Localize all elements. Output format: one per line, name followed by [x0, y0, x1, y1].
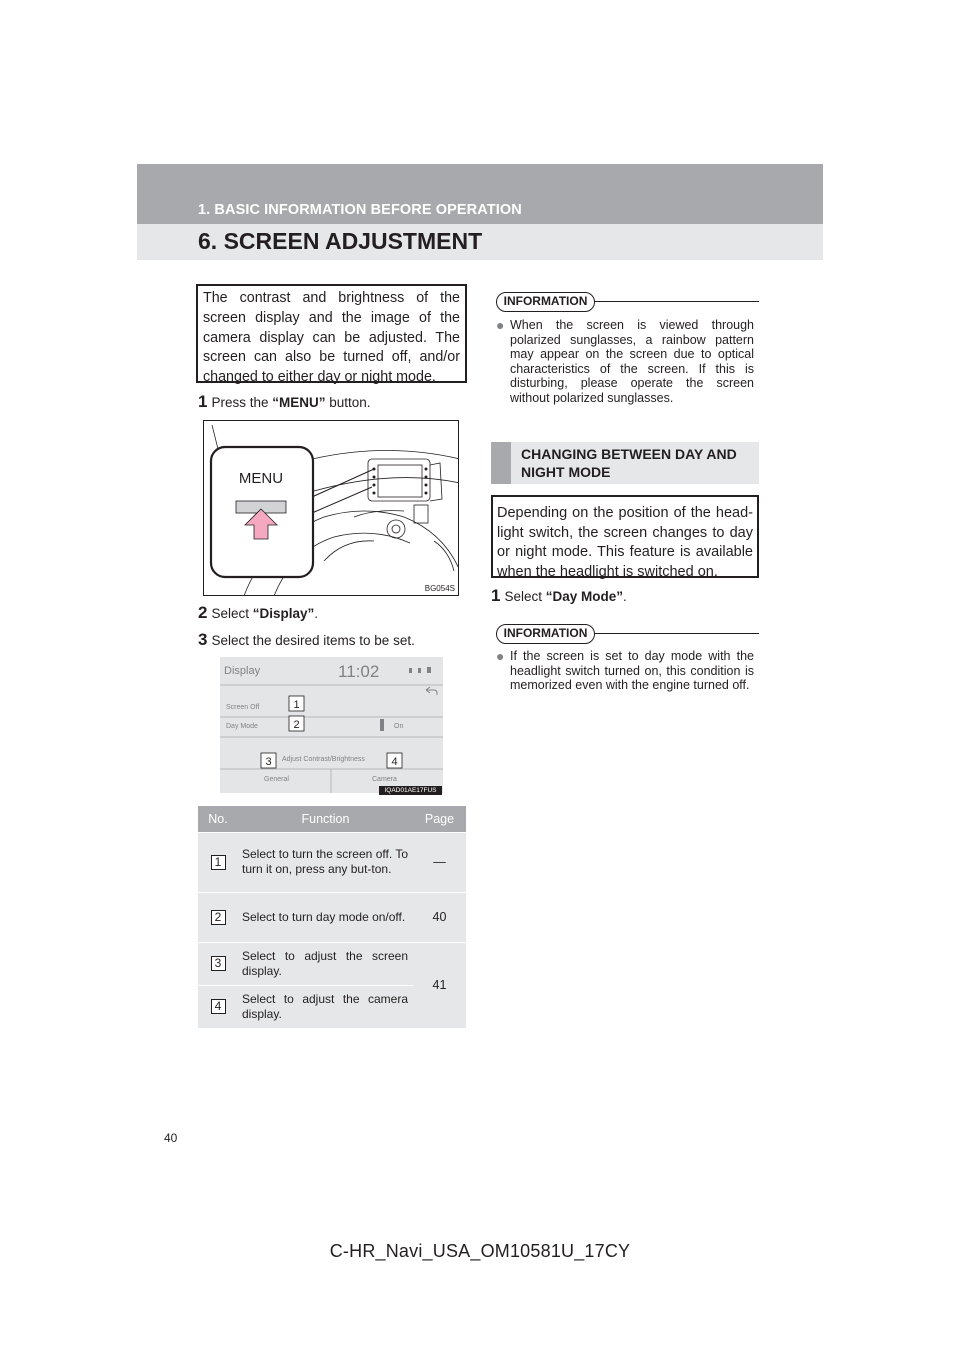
row-number: 4 — [211, 999, 226, 1014]
col-no: No. — [198, 806, 238, 832]
row-page: 40 — [413, 892, 466, 942]
menu-label: MENU — [238, 470, 284, 487]
step-text-end: . — [314, 606, 319, 621]
row-number: 3 — [211, 956, 226, 971]
step-2 — [198, 603, 318, 623]
step-text-end: button. — [325, 395, 371, 410]
intro-box: The contrast and brightness of the screen display and the image of the camera display can be adjusted. The screen can also be turned off, and/or changed to either day or night mode. — [196, 284, 467, 383]
dashboard-illustration — [204, 421, 459, 596]
svg-text:4: 4 — [391, 756, 398, 768]
document-footer: C-HR_Navi_USA_OM10581U_17CY — [329, 1241, 631, 1261]
page-title: 6. SCREEN ADJUSTMENT — [198, 228, 483, 254]
step-text: Select the desired items to be set. — [211, 633, 415, 648]
section-title: 1. BASIC INFORMATION BEFORE OPERATION — [198, 202, 522, 218]
general-tab: General — [264, 776, 289, 783]
screen-title: Display — [224, 665, 261, 677]
adjust-label: Adjust Contrast/Brightness — [282, 756, 365, 763]
row-function: Select to turn the screen off. To turn it on, press any but-ton. — [238, 832, 413, 892]
information-label: INFORMATION — [496, 292, 595, 312]
screen-time: 11:02 — [338, 662, 380, 681]
day-night-box: Depending on the position of the head-light switch, the screen changes to day or night mode. This feature is available when the headlight is switched on. — [491, 495, 759, 578]
svg-text:2: 2 — [293, 719, 300, 731]
step-keyword: “Day Mode” — [545, 589, 624, 604]
row-number: 1 — [211, 855, 226, 870]
svg-text:1: 1 — [293, 699, 300, 711]
screen-off-row: Screen Off — [226, 704, 260, 711]
step-1-right — [491, 586, 627, 606]
step-1 — [198, 392, 371, 412]
page-number: 40 — [164, 1131, 178, 1145]
table-row — [198, 892, 466, 942]
row-page: — — [413, 832, 466, 892]
table-header-row — [198, 806, 466, 832]
figure-code: IQAD01AE17FUS — [379, 786, 442, 795]
col-function: Function — [238, 806, 413, 832]
step-3 — [198, 630, 415, 650]
information-label: INFORMATION — [496, 624, 595, 644]
bullet-icon: ● — [496, 648, 505, 664]
row-function: Select to adjust the screen display. — [238, 942, 413, 985]
information-note — [496, 318, 754, 406]
information-note — [496, 649, 754, 693]
information-text: When the screen is viewed through polarized sunglasses, a rainbow pattern may appear on the screen due to optical characteristics of the screen. If this is disturbing, please operate the screen without polarized sunglasses. — [510, 318, 754, 405]
step-text: Select — [211, 606, 253, 621]
step-text: Press the — [211, 395, 273, 410]
day-mode-toggle: On — [394, 723, 404, 730]
svg-text:3: 3 — [265, 756, 272, 768]
display-screen-illustration — [220, 657, 443, 793]
step-number: 1 — [491, 586, 501, 605]
row-page: 41 — [413, 942, 466, 1028]
camera-tab: Camera — [372, 776, 397, 783]
information-text: If the screen is set to day mode with the headlight switch turned on, this condition is memorized even with the engine turned off. — [510, 649, 754, 693]
bullet-icon: ● — [496, 317, 505, 333]
display-screen-figure — [220, 657, 443, 793]
figure-code: BG054S — [424, 584, 455, 593]
row-function: Select to turn day mode on/off. — [238, 892, 413, 942]
col-page: Page — [413, 806, 466, 832]
day-mode-row: Day Mode — [226, 723, 258, 730]
step-number: 1 — [198, 392, 208, 411]
step-number: 3 — [198, 630, 208, 649]
step-number: 2 — [198, 603, 208, 622]
step-text-end: . — [623, 589, 627, 604]
row-number: 2 — [211, 910, 226, 925]
step-keyword: “Display” — [252, 606, 315, 621]
section-heading: CHANGING BETWEEN DAY AND NIGHT MODE — [521, 446, 737, 480]
row-function: Select to adjust the camera display. — [238, 985, 413, 1028]
step-keyword: “MENU” — [272, 395, 326, 410]
section-header-bar — [491, 442, 511, 484]
table-row — [198, 832, 466, 892]
menu-button-figure — [203, 420, 459, 596]
step-text: Select — [504, 589, 546, 604]
function-table — [198, 806, 466, 1028]
table-row — [198, 942, 466, 985]
